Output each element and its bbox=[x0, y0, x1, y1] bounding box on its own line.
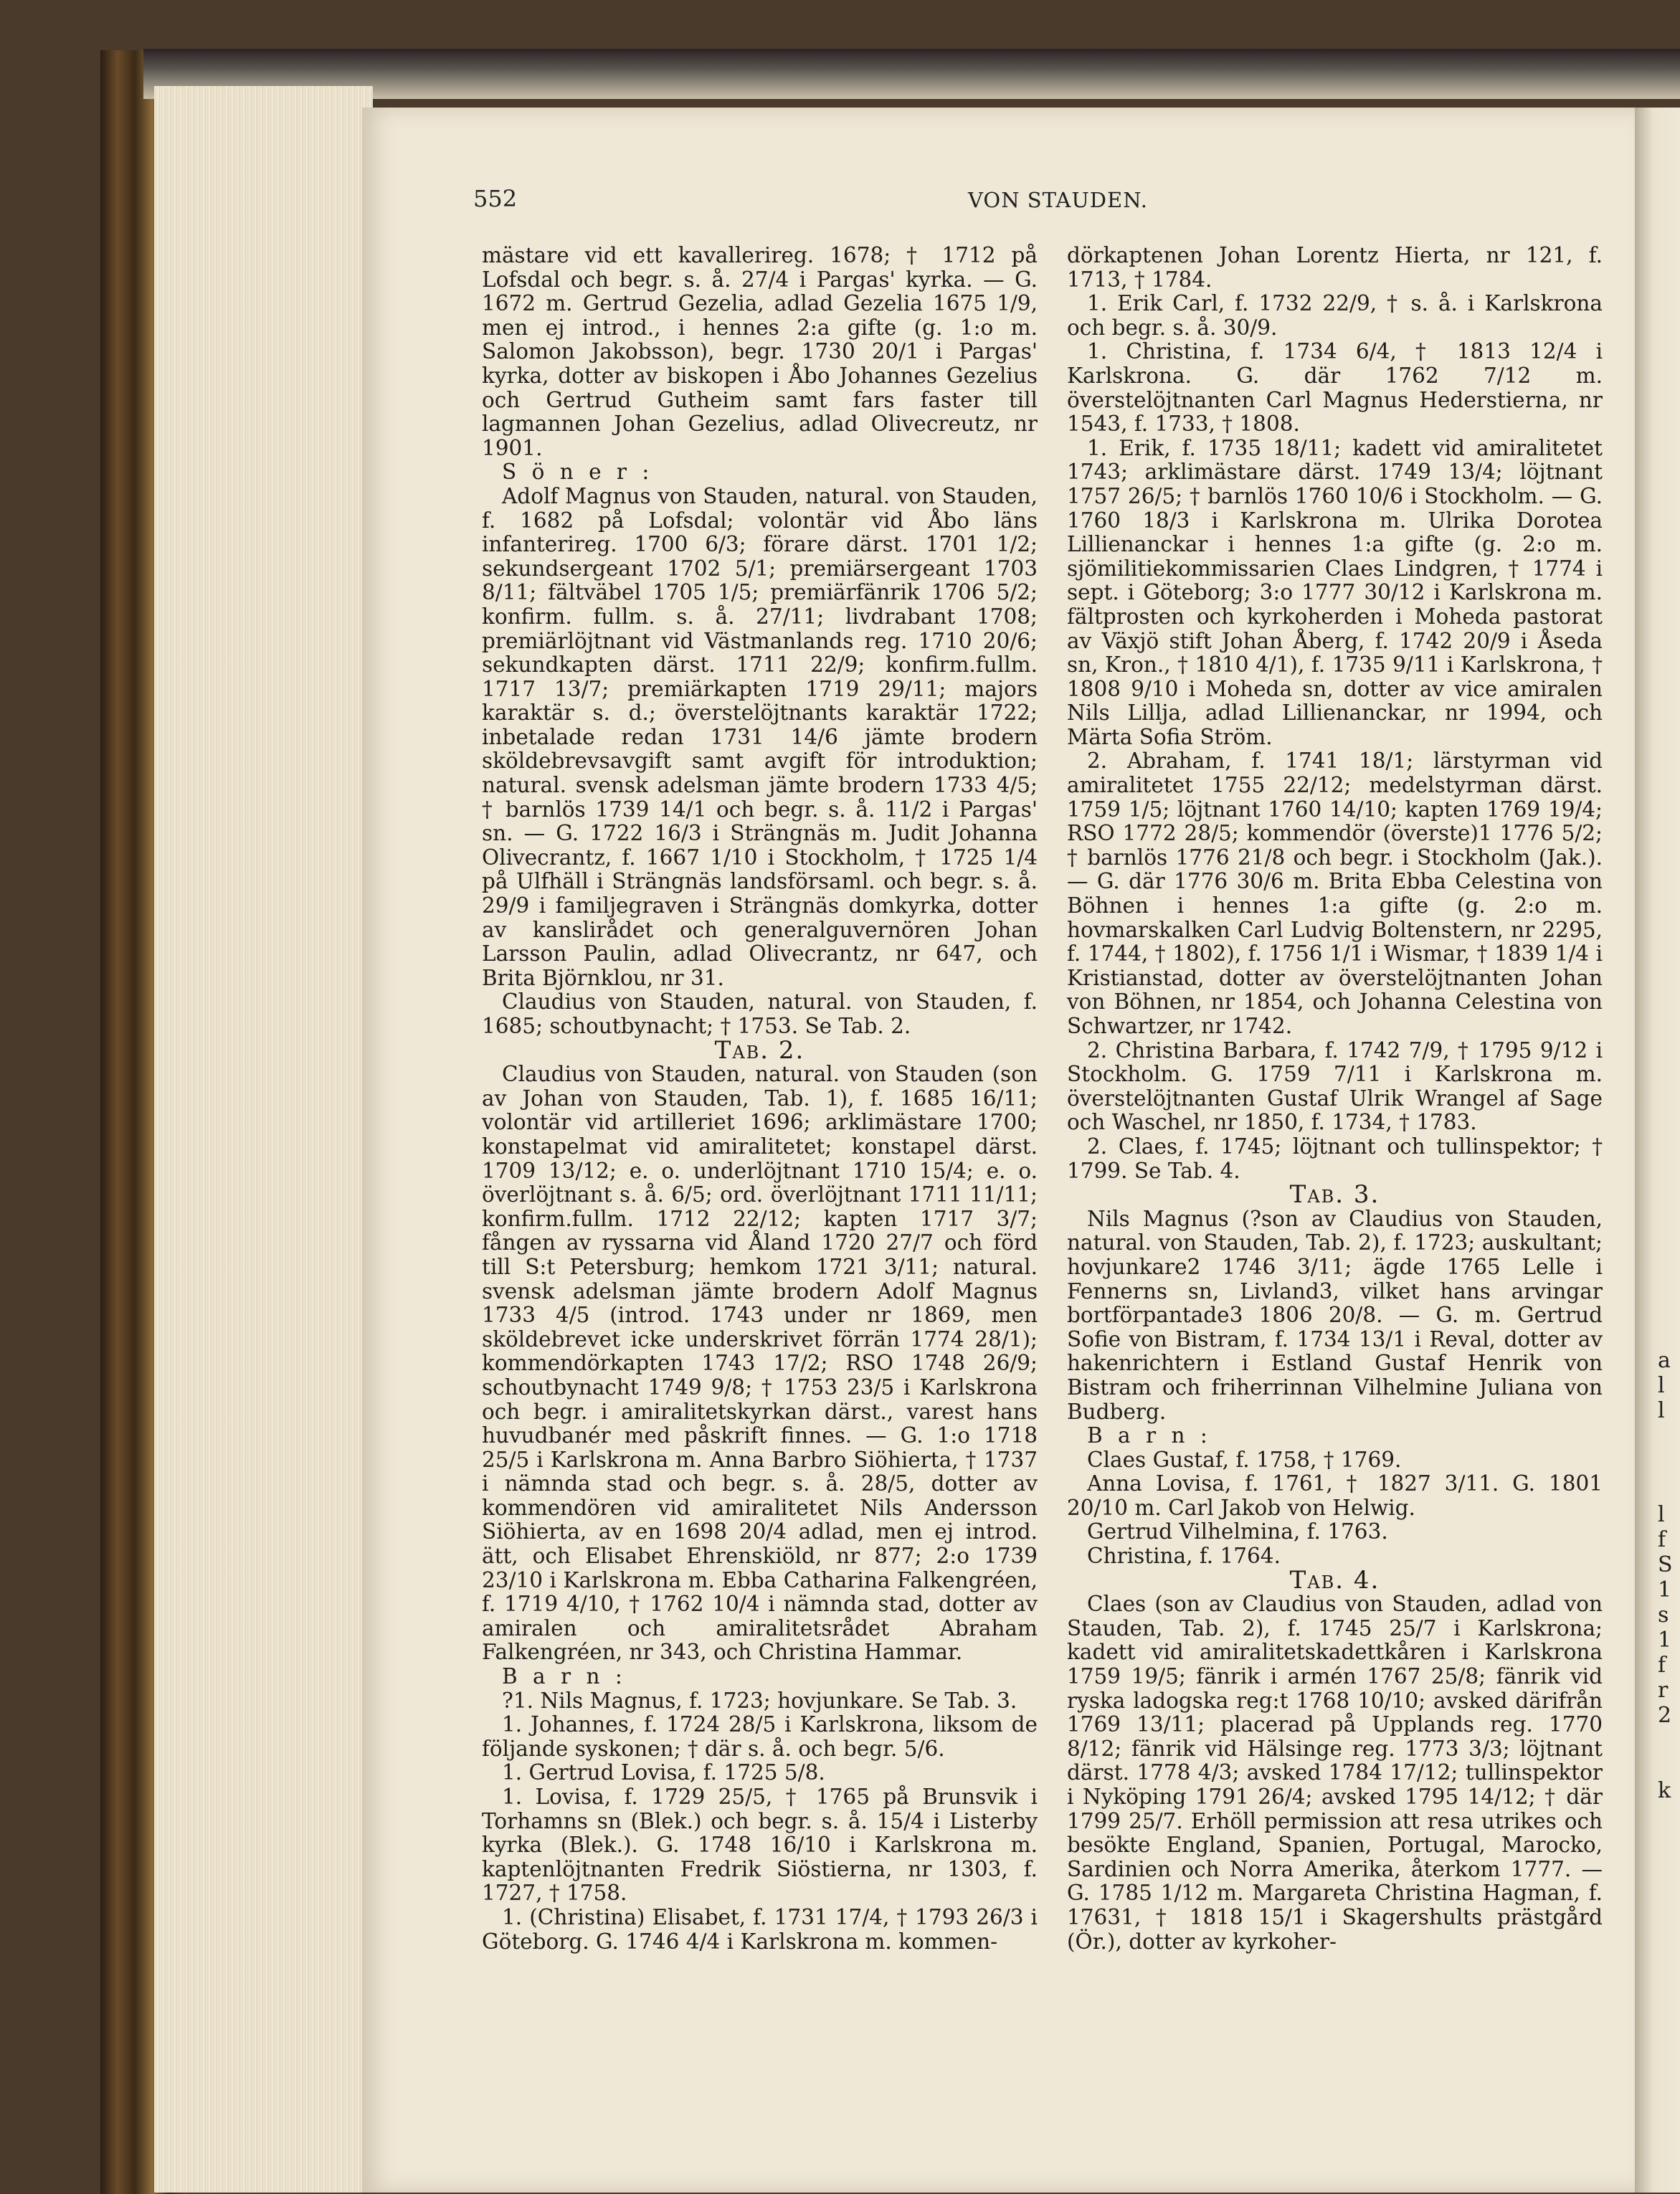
child-entry: 1. Gertrud Lovisa, f. 1725 5/8. bbox=[502, 1760, 825, 1785]
facing-page-fragment: k bbox=[1658, 1778, 1671, 1803]
facing-page-fragment: l bbox=[1658, 1373, 1665, 1398]
paragraph: Claudius von Stauden, natural. von Stauden (son av Johan von Stauden, Tab. 1), f. 1685 16/11; volontär vid artilleriet 1696; arklimästare 1700; konstapelmat vid amiralitetet; konstapel därst. 1709 13/12; e. o. underlöjtnant 1710 15/4; e. o. överlöjtnant s. å. 6/5; ord. överlöjtnant 1711 11/11; konfirm.fullm. 1712 22/12; kapten 1717 3/7; fången av ryssarna vid Åland 1720 27/7 och förd till S:t Petersburg; hemkom 1721 3/11; natural. svensk adelsman jämte brodern Adolf Magnus 1733 4/5 (introd. 1743 under nr 1869, men sköldebrevet icke underskrivet förrän 1774 28/1); kommendörkapten 1743 17/2; RSO 1748 26/9; schoutbynacht 1749 9/8; † 1753 23/5 i Karlskrona och begr. i amiralitetskyrkan därst., varest hans huvudbanér med påskrift finnes. — G. 1:o 1718 25/5 i Karlskrona m. Anna Barbro Siöhierta, † 1737 i nämnda stad och begr. s. å. 28/5, dotter av kommendören vid amiralitetet Nils Andersson Siöhierta, av en 1698 20/4 adlad, men ej introd. ätt, och Elisabet Ehrenskiöld, nr 877; 2:o 1739 23/10 i Karlskrona m. Ebba Catharina Falkengréen, f. 1719 4/10, † 1762 10/4 i nämnda stad, dotter av amiralen och amiralitetsrådet Abraham Falkengréen, nr 343, och Christina Hammar. bbox=[482, 1062, 1038, 1665]
child-entry: 2. Claes, f. 1745; löjtnant och tullinspektor; † 1799. Se Tab. 4. bbox=[1067, 1134, 1603, 1183]
paragraph: Claes (son av Claudius von Stauden, adlad von Stauden, Tab. 2), f. 1745 25/7 i Karlskrona; kadett vid amiralitetskadettkåren i Karlskrona 1759 19/5; fänrik i armén 1767 25/8; fänrik vid ryska ladogska reg:t 1768 10/10; avsked därifrån 1769 13/11; placerad på Upplands reg. 1770 8/12; fänrik vid Hälsinge reg. 1773 3/3; löjtnant därst. 1778 4/3; avsked 1784 17/12; tullinspektor i Nyköping 1791 26/4; avsked 1795 14/12; † där 1799 25/7. Erhöll permission att resa utrikes och besökte England, Spanien, Portugal, Marocko, Sardinien och Norra Amerika, återkom 1777. — G. 1785 1/12 m. Margareta Christina Hagman, f. 17631, † 1818 15/1 i Skagershults prästgård (Ör.), dotter av kyrkoher- bbox=[1067, 1592, 1603, 1954]
child-entry: 1. Erik Carl, f. 1732 22/9, † s. å. i Karlskrona och begr. s. å. 30/9. bbox=[1067, 291, 1603, 340]
facing-page-fragment: f bbox=[1658, 1653, 1666, 1678]
facing-page bbox=[1635, 108, 1680, 2193]
book-top-edge bbox=[143, 49, 1680, 99]
child-entry: ?1. Nils Magnus, f. 1723; hovjunkare. Se Tab. 3. bbox=[502, 1688, 1017, 1713]
child-entry: 2. Christina Barbara, f. 1742 7/9, † 1795 9/12 i Stockholm. G. 1759 7/11 i Karlskrona m. överstelöjtnanten Gustaf Ulrik Wrangel af Sage och Waschel, nr 1850, f. 1734, † 1783. bbox=[1067, 1037, 1603, 1135]
page-number: 552 bbox=[473, 185, 518, 212]
facing-page-fragment: S bbox=[1658, 1552, 1673, 1577]
facing-page-fragment: f bbox=[1658, 1527, 1666, 1552]
facing-page-fragment: l bbox=[1658, 1502, 1665, 1527]
child-entry: Claes Gustaf, f. 1758, † 1769. bbox=[1087, 1447, 1402, 1472]
table-heading-tab-4: Tab. 4. bbox=[1289, 1565, 1380, 1595]
page-header bbox=[473, 185, 1592, 214]
table-heading-tab-3: Tab. 3. bbox=[1289, 1180, 1380, 1210]
child-entry: 2. Abraham, f. 1741 18/1; lärstyrman vid amiralitetet 1755 22/12; medelstyrman därst. 1759 1/5; löjtnant 1760 14/10; kapten 1769 19/4; RSO 1772 28/5; kommendör (överste)1 1776 5/2; † barnlös 1776 21/8 och begr. i Stockholm (Jak.). — G. där 1776 30/6 m. Brita Ebba Celestina von Böhnen i hennes 1:a gifte (g. 2:o m. hovmarskalken Carl Ludvig Boltenstern, nr 2295, f. 1744, † 1802), f. 1756 1/1 i Wismar, † 1839 1/4 i Kristianstad, dotter av överstelöjtnanten Johan von Böhnen, nr 1854, och Johanna Celestina von Schwartzer, nr 1742. bbox=[1067, 749, 1603, 1038]
page-edges bbox=[154, 86, 373, 2193]
facing-page-fragment: r bbox=[1658, 1678, 1669, 1703]
facing-page-fragment: l bbox=[1658, 1398, 1665, 1423]
paragraph: Nils Magnus (?son av Claudius von Stauden, natural. von Stauden, Tab. 2), f. 1723; auskultant; hovjunkare2 1746 3/11; ägde 1765 Lelle i Fennerns sn, Livland3, vilket hans arvingar bortförpantade3 1806 20/8. — G. m. Gertrud Sofie von Bistram, f. 1734 13/1 i Reval, dotter av hakenrichtern i Estland Gustaf Henrik von Bistram och friherrinnan Vilhelmine Juliana von Budberg. bbox=[1067, 1206, 1603, 1424]
paragraph: dörkaptenen Johan Lorentz Hierta, nr 121, f. 1713, † 1784. bbox=[1067, 243, 1603, 292]
subheading-barn: B a r n : bbox=[1087, 1423, 1212, 1448]
right-column bbox=[1067, 244, 1603, 1954]
facing-page-fragment: 1 bbox=[1658, 1628, 1672, 1653]
facing-page-fragment: 2 bbox=[1658, 1703, 1672, 1728]
facing-page-fragment: a bbox=[1658, 1348, 1671, 1373]
child-entry: 1. (Christina) Elisabet, f. 1731 17/4, † 1793 26/3 i Göteborg. G. 1746 4/4 i Karlskrona m. kommen- bbox=[482, 1904, 1038, 1954]
table-heading-tab-2: Tab. 2. bbox=[714, 1035, 805, 1065]
child-entry: Anna Lovisa, f. 1761, † 1827 3/11. G. 1801 20/10 m. Carl Jakob von Helwig. bbox=[1067, 1471, 1603, 1520]
paragraph: Adolf Magnus von Stauden, natural. von Stauden, f. 1682 på Lofsdal; volontär vid Åbo läns infanterireg. 1700 6/3; förare därst. 1701 1/2; sekundsergeant 1702 5/1; premiärsergeant 1703 8/11; fältväbel 1705 1/5; premiärfänrik 1706 5/2; konfirm. fullm. s. å. 27/11; livdrabant 1708; premiärlöjtnant vid Västmanlands reg. 1710 20/6; sekundkapten därst. 1711 22/9; konfirm.fullm. 1717 13/7; premiärkapten 1719 29/11; majors karaktär s. d.; överstelöjtnants karaktär 1722; inbetalade redan 1731 14/6 jämte brodern sköldebrevsavgift samt avgift för introduktion; natural. svensk adelsman jämte brodern 1733 4/5; † barnlös 1739 14/1 och begr. s. å. 11/2 i Pargas' sn. — G. 1722 16/3 i Strängnäs m. Judit Johanna Olivecrantz, f. 1667 1/10 i Stockholm, † 1725 1/4 på Ulfhäll i Strängnäs landsförsaml. och begr. s. å. 29/9 i familjegraven i Strängnäs domkyrka, dotter av kanslirådet och generalguvernören Johan Larsson Paulin, adlad Olivecrantz, nr 647, och Brita Björnklou, nr 31. bbox=[482, 483, 1038, 990]
left-column bbox=[482, 244, 1038, 1954]
paragraph: Claudius von Stauden, natural. von Stauden, f. 1685; schoutbynacht; † 1753. Se Tab. 2. bbox=[482, 989, 1038, 1038]
subheading-barn: B a r n : bbox=[502, 1664, 627, 1689]
child-entry: 1. Lovisa, f. 1729 25/5, † 1765 på Brunsvik i Torhamns sn (Blek.) och begr. s. å. 15/4 i Listerby kyrka (Blek.). G. 1748 16/10 i Karlskrona m. kaptenlöjtnanten Fredrik Siöstierna, nr 1303, f. 1727, † 1758. bbox=[482, 1785, 1038, 1906]
child-entry: 1. Erik, f. 1735 18/11; kadett vid amiralitetet 1743; arklimästare därst. 1749 13/4; löjtnant 1757 26/5; † barnlös 1760 10/6 i Stockholm. — G. 1760 18/3 i Karlskrona m. Ulrika Dorotea Lillienanckar i hennes 1:a gifte (g. 2:o m. sjömilitiekommissarien Claes Lindgren, † 1774 i sept. i Göteborg; 3:o 1777 30/12 i Karlskrona m. fältprosten och kyrkoherden i Moheda pastorat av Växjö stift Johan Åberg, f. 1742 20/9 i Åseda sn, Kron., † 1810 4/1), f. 1735 9/11 i Karlskrona, † 1808 9/10 i Moheda sn, dotter av vice amiralen Nils Lillja, adlad Lillienanckar, nr 1994, och Märta Sofia Ström. bbox=[1067, 435, 1603, 749]
child-entry: Christina, f. 1764. bbox=[1087, 1544, 1281, 1569]
child-entry: 1. Johannes, f. 1724 28/5 i Karlskrona, liksom de följande syskonen; † där s. å. och begr. 5/6. bbox=[482, 1712, 1038, 1761]
paragraph: mästare vid ett kavallerireg. 1678; † 1712 på Lofsdal och begr. s. å. 27/4 i Pargas' kyrka. — G. 1672 m. Gertrud Gezelia, adlad Gezelia 1675 1/9, men ej introd., i hennes 2:a gifte (g. 1:o m. Salomon Jakobsson), begr. 1730 20/1 i Pargas' kyrka, dotter av biskopen i Åbo Johannes Gezelius och Gertrud Gutheim samt fars faster till lagmannen Johan Gezelius, adlad Olivecreutz, nr 1901. bbox=[482, 243, 1038, 460]
facing-page-fragment: s bbox=[1658, 1602, 1669, 1628]
facing-page-fragment: 1 bbox=[1658, 1577, 1672, 1602]
running-title: VON STAUDEN. bbox=[968, 188, 1148, 212]
child-entry: Gertrud Vilhelmina, f. 1763. bbox=[1087, 1519, 1388, 1544]
child-entry: 1. Christina, f. 1734 6/4, † 1813 12/4 i Karlskrona. G. där 1762 7/12 m. överstelöjtnanten Carl Magnus Hederstierna, nr 1543, f. 1733, † 1808. bbox=[1067, 339, 1603, 437]
subheading-soner: S ö n e r : bbox=[502, 460, 654, 485]
